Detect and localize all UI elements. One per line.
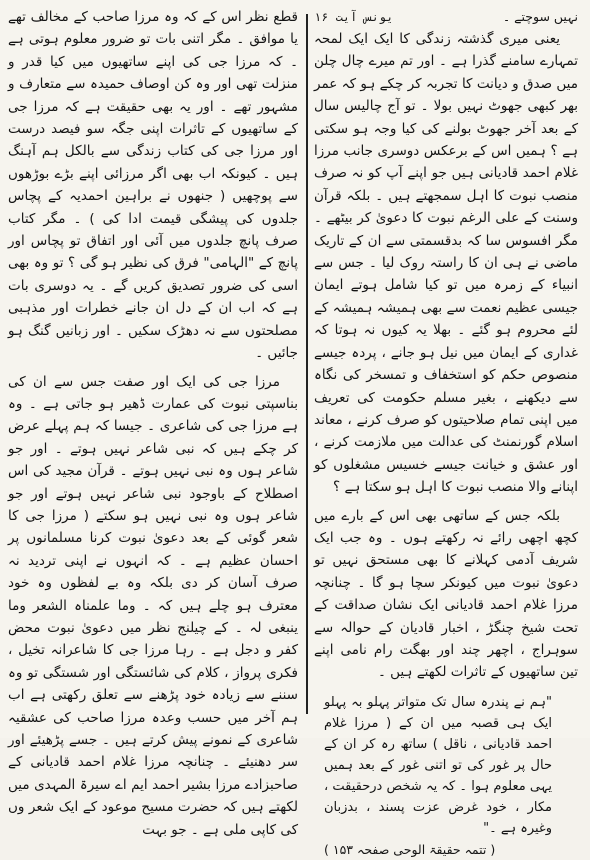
page-header [314, 6, 578, 28]
paragraph-truthfulness: یعنی میری گذشتہ زندگی کا ایک ایک لمحہ تمہارے سامنے گذرا ہے ۔ اور تم میرے چال چلن میں صدق و دیانت کا تجربہ کر چکے ہو کہ عمر بھر کبھی جھوٹ نہیں بولا ۔ تو آج چالیس سال کے بعد آخر جھوٹ بولنے کی کیا وجہ ہو سکتی ہے ؟ ہمیں اس کے برعکس دوسری جانب مرزا غلام احمد قادیانی ہیں جو اپنے آپ کو نہ صرف منصب نبوت کا اہل سمجھتے ہیں ۔ بلکہ قرآن وسنت کے علی الرغم نبوت کا دعویٰ کر بیٹھے ۔ مگر افسوس سا کہ بدقسمتی سے ان کے تاریک ماضی نے ہی ان کا راستہ روک لیا ۔ جس سے انبیاء کے زمرہ میں تو کیا شامل ہوتے ایمان جیسی عظیم نعمت سے بھی ہمیشہ ہمیشہ کے لئے محروم ہو گئے ۔ بھلا یہ کیوں نہ ہوتا کہ غداری کے ایمان میں نیل ہو جانے ، پردہ جیسے منصوص حکم کو استخفاف و تمسخر کی نگاہ سے دیکھنے ، بغیر مسلم حکومت کی تعریف میں اپنی تمام صلاحیتوں کو صرف کرنے ، معاند اسلام گورنمنٹ کی عدالت میں ملازمت کرنے ، اور عشق و خیانت جیسے خسیس مشغلوں کو اپنانے والا منصب نبوت کا اہل ہو سکتا ہے ؟ [314, 31, 578, 496]
paragraph-companions: بلکہ جس کے ساتھی بھی اس کے بارے میں کچھ اچھی رائے نہ رکھتے ہوں ۔ وہ جب ایک شریف آدمی کہلانے کا بھی مستحق نہیں تو دعویٰ نبوت میں کیونکر سچا ہو گا ۔ چنانچہ مرزا غلام احمد قادیانی ایک نشان صداقت کے تحت شیخ چنگڑ ، اخبار قادیان کے حوالہ سے سوہراج ، اچھر چند اور بھگت رام نامی اپنے تین ساتھیوں کے تاثرات لکھتے ہیں ۔ [314, 507, 578, 681]
paragraph-poetry: مرزا جی کی ایک اور صفت جس سے ان کی بناسپتی نبوت کی عمارت ڈھیر ہو جاتی ہے ۔ وہ ہے مرزا جی کی شاعری ۔ جیسا کہ ہم پہلے عرض کر چکے ہیں کہ نبی شاعر نہیں ہوتے ۔ اور جو شاعر ہوں وہ نبی نہیں ہوتے ۔ قرآن مجید کی اس اصطلاح کے باوجود نبی شاعر نہیں ہوتے اور جو شاعر ہوں وہ نبی نہیں ہو سکتے ( مرزا جی کا شعر گوئی کے بعد دعویٰ نبوت کرنا مسلمانوں پر احسان عظیم ہے ۔ کہ انہوں نے اپنی تردید نہ صرف آسان کر دی بلکہ وہ بے لفظوں وہ خود معترف ہو چلے ہیں کہ ۔ وما علمناہ الشعر وما ینبغی لہ ۔ کے چیلنج نظر میں دعویٰ نبوت محض کفر و دجل ہے ۔ رہا مرزا جی کا شاعرانہ تخیل ، فکری پرواز ، کلام کی شائستگی اور شستگی تو وہ سننے سے زیادہ خود پڑھنے سے تعلق رکھتی ہے اب ہم آخر میں حسب وعدہ مرزا صاحب کی عشقیہ شاعری کے نمونے پیش کرتے ہیں ۔ جسے پڑھیئے اور سر دھنیئے ۔ چنانچہ مرزا غلام احمد قادیانی کے صاحبزادے مرزا بشیر احمد ایم اے سیرۃ المہدی میں لکھتے ہیں کہ حضرت مسیح موعود کے ایک شعر وں کی کاپی ملی ہے ۔ جو بہت [8, 373, 298, 838]
quote-citation: ( تتمہ حقیقۃ الوحی صفحہ ۱۵۳ ) [324, 841, 496, 857]
right-column [312, 6, 582, 857]
surah-reference: یونس آیت ۱۶ [314, 9, 394, 24]
quote-text: "ہم نے پندرہ سال تک متواتر پہلو بہ پہلو ایک ہی قصبہ میں ان کے ( مرزا غلام احمد قادیانی ، ناقل ) ساتھ رہ کر ان کے حال پر غور کی تو اتنی غور کے بعد ہمیں یہی معلوم ہوا ۔ کہ یہ شخص درحقیقت ، مکار ، خود غرض عزت پسند ، بدزبان وغیرہ ہے ۔" [324, 694, 552, 836]
companions-quote [324, 692, 552, 860]
column-divider [306, 14, 308, 714]
left-column [6, 6, 302, 838]
paragraph-opinion: قطع نظر اس کے کہ وہ مرزا صاحب کے مخالف تھے یا موافق ۔ مگر اتنی بات تو ضرور معلوم ہوتی ہے ۔ کہ مرزا جی کی اپنے ساتھیوں میں کیا قدر و منزلت تھی اور وہ کن اوصاف حمیدہ سے متعارف و مشہور تھے ۔ اور یہ بھی حقیقت ہے کہ مرزا جی کے ساتھیوں کے تاثرات اپنی جگہ سو فیصد درست اور مرزا جی کی کتاب زندگی سے بالکل ہم آہنگ ہیں ۔ کیونکہ اب بھی اگر مرزائی اپنے بڑے بوڑھوں سے پوچھیں ( جنھوں نے براہین احمدیہ کے پچاس جلدوں کی پیشگی قیمت ادا کی ) ۔ مگر کتاب صرف پانچ جلدوں میں آئی اور اتفاق تو پچاس اور پانچ کے "الہامی" فرق کی نظیر ہو گی ؟ تو وہ بھی اسی کی ضرور تصدیق کریں گے ۔ یہ دوسری بات ہے کہ اب ان کے دل ان جانے خطرات اور مذہبی مصلحتوں سے نہ دھڑک سکیں ۔ اور زبانیں گنگ ہو جائیں ۔ [8, 9, 298, 362]
page-title-fragment: نہیں سوچتے ۔ [502, 8, 578, 24]
